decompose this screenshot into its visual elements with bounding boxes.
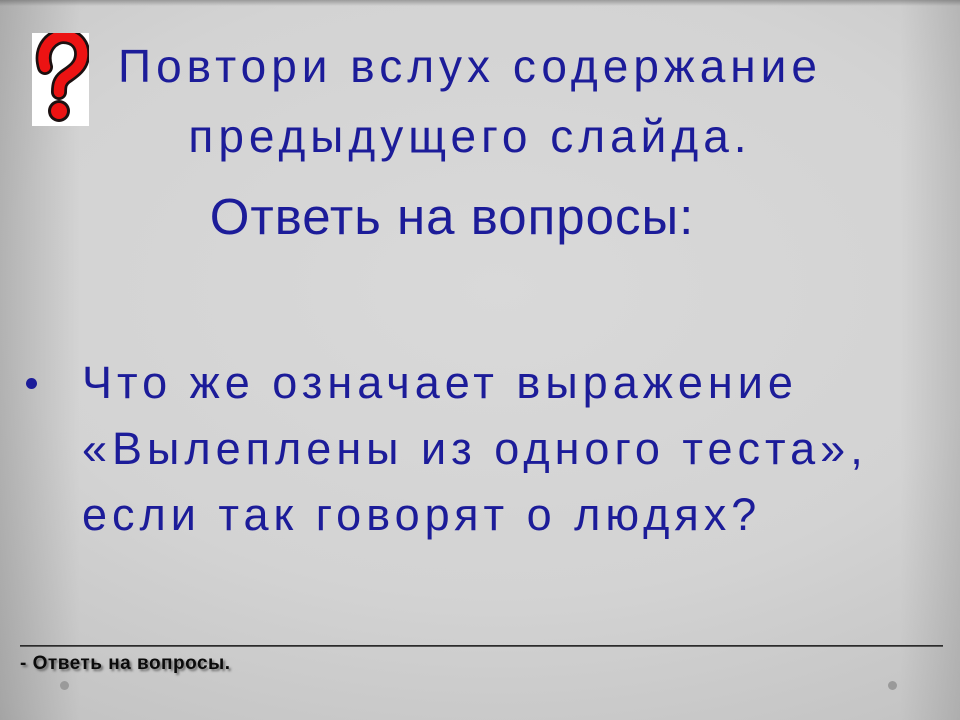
decorative-dot-right [888,681,897,690]
slide-subtitle: Ответь на вопросы: [209,188,695,245]
bullet-line-1: Что же означает выражение [82,357,798,408]
title-line-2: предыдущего слайда. [188,110,752,162]
bullet-item [82,350,942,548]
title-line-1: Повтори вслух содержание [118,40,822,92]
footer-divider [20,645,943,647]
slide-title [0,31,940,171]
decorative-dot-left [60,681,69,690]
footer-note: - Ответь на вопросы. [20,653,231,674]
bullet-line-3: если так говорят о людях? [82,489,762,540]
bullet-line-2: «Вылеплены из одного теста», [82,423,868,474]
bullet-marker [26,378,37,389]
